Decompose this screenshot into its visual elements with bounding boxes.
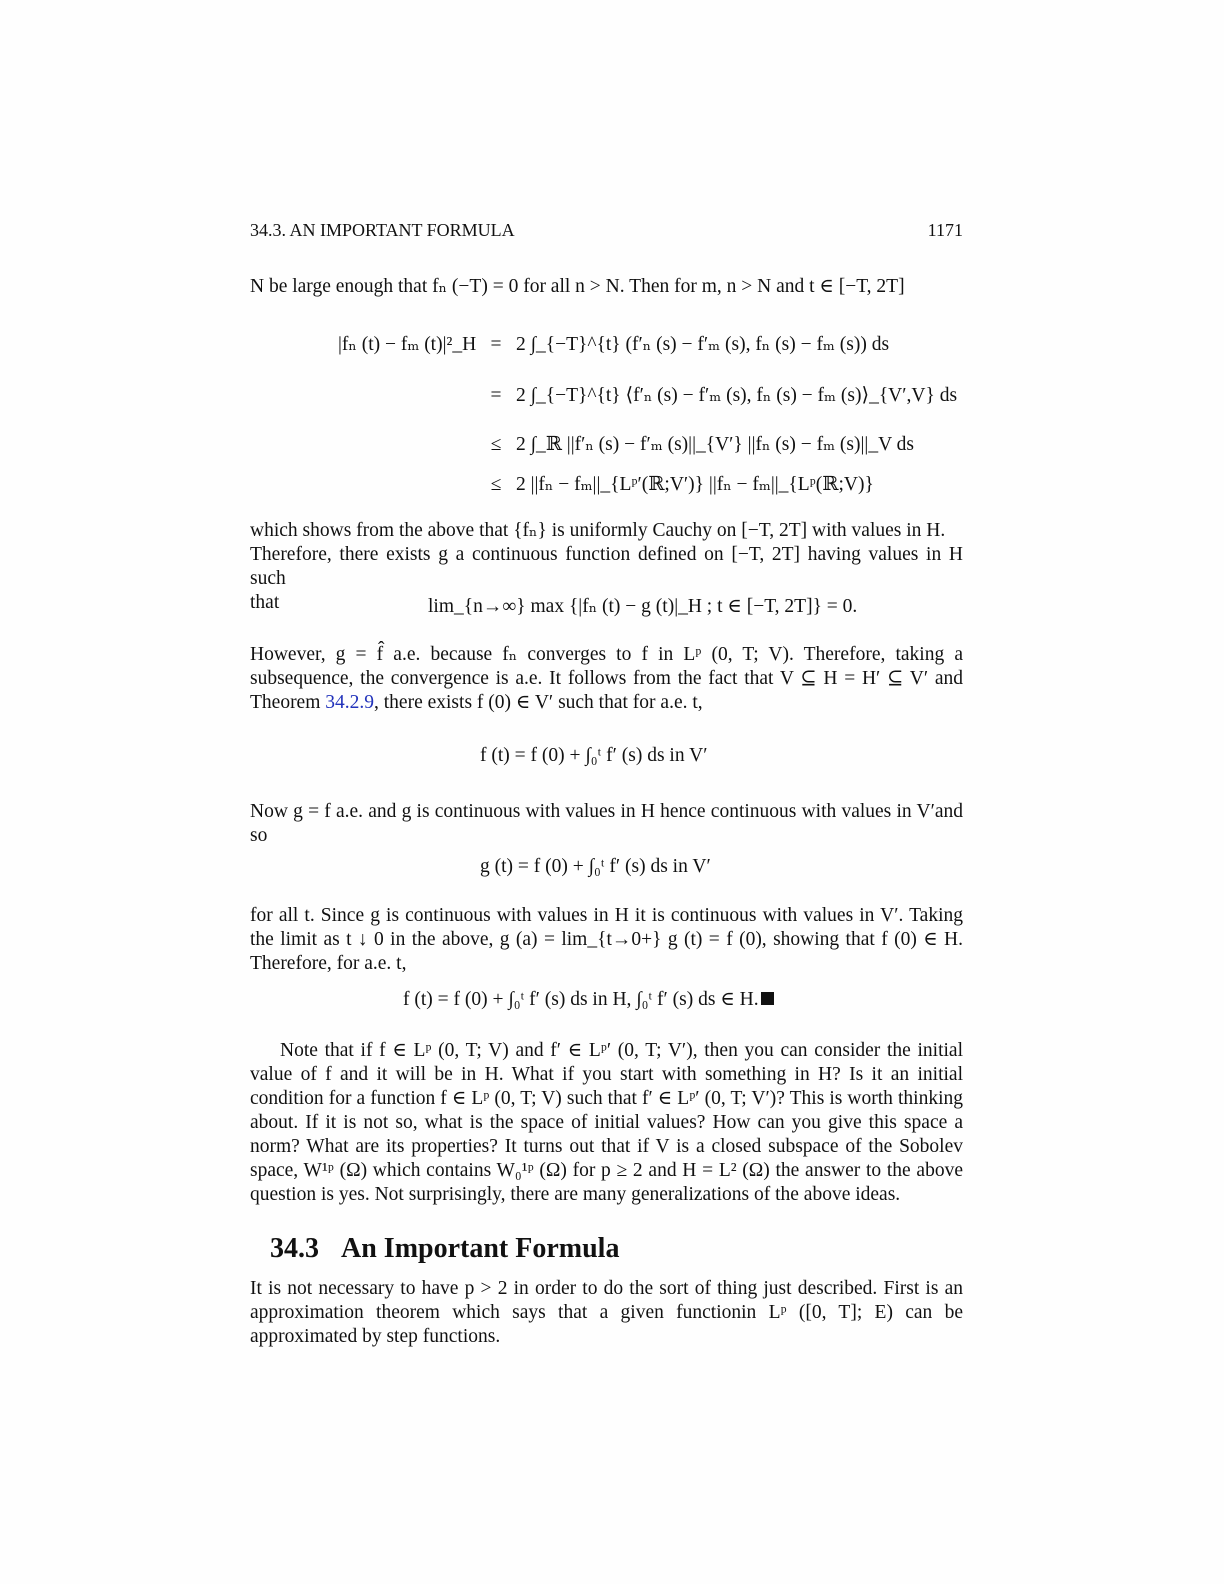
section-number: 34.3 xyxy=(270,1233,319,1264)
eq-row-4: ≤ 2 ||fₙ − fₘ||_{Lᵖ′(ℝ;V′)} ||fₙ − fₘ||_{Lᵖ(ℝ;V)} xyxy=(490,474,874,495)
eq-lhs-text: |fₙ (t) − fₘ (t)|²_H xyxy=(338,334,477,355)
eq-row-2: = 2 ∫_{−T}^{t} ⟨f′ₙ (s) − f′ₘ (s), fₙ (s) − fₘ (s)⟩_{V′,V} ds xyxy=(490,385,958,406)
equation-f-in-vprime-text: f (t) = f (0) + ∫₀ᵗ f′ (s) ds in V′ xyxy=(480,745,708,766)
paragraph-now-text: Now g = f a.e. and g is continuous with values in H hence continuous with values in V′and so xyxy=(250,801,963,846)
eq-lhs xyxy=(338,332,476,356)
eq-row-1: = 2 ∫_{−T}^{t} (f′ₙ (s) − f′ₘ (s), fₙ (s) − fₘ (s)) ds xyxy=(490,334,890,355)
eq-row-4-text: 2 ||fₙ − fₘ||_{Lᵖ′(ℝ;V′)} ||fₙ − fₘ||_{Lᵖ(ℝ;V)} xyxy=(516,474,874,495)
page-number: 1171 xyxy=(927,220,963,240)
paragraph-cauchy-line-1: which shows from the above that {fₙ} is uniformly Cauchy on [−T, 2T] with values in H. xyxy=(250,520,946,541)
theorem-link[interactable]: 34.2.9 xyxy=(325,692,375,713)
eq-row-3: ≤ 2 ∫_ℝ ||f′ₙ (s) − f′ₘ (s)||_{V′} ||fₙ (s) − fₘ (s)||_V ds xyxy=(490,434,915,455)
section-heading xyxy=(270,1233,619,1265)
section-title-text: An Important Formula xyxy=(341,1233,620,1264)
paragraph-note xyxy=(250,1039,963,1207)
qed-symbol-icon xyxy=(761,992,774,1005)
equation-f-in-h xyxy=(403,987,774,1011)
paragraph-cauchy-line-3: that xyxy=(250,592,280,613)
equation-f-in-vprime xyxy=(480,745,707,767)
paragraph-now xyxy=(250,800,963,848)
equation-g-in-vprime-text: g (t) = f (0) + ∫₀ᵗ f′ (s) ds in V′ xyxy=(480,856,711,877)
paragraph-however-text: However, g = f̂ a.e. because fₙ converges to f in Lᵖ (0, T; V). Therefore, taking a subsequence, the convergence is a.e. It follows from the fact that V ⊆ H = H′ ⊆ V′ and Theorem xyxy=(250,644,963,713)
eq-row-3-text: 2 ∫_ℝ ||f′ₙ (s) − f′ₘ (s)||_{V′} ||fₙ (s) − fₘ (s)||_V ds xyxy=(516,434,915,455)
paragraph-however xyxy=(250,643,963,715)
paragraph-approximation-text: It is not necessary to have p > 2 in order to do the sort of thing just described. First is an approximation theorem which says that a given functionin Lᵖ ([0, T]; E) can be approximated by step functions. xyxy=(250,1278,963,1347)
paragraph-intro-text: N be large enough that fₙ (−T) = 0 for all n > N. Then for m, n > N and t ∈ [−T, 2T] xyxy=(250,276,905,297)
equation-f-in-h-text: f (t) = f (0) + ∫₀ᵗ f′ (s) ds in H, ∫₀ᵗ f′ (s) ds ∈ H. xyxy=(403,989,759,1010)
paragraph-however-text-2: , there exists f (0) ∈ V′ such that for a.e. t, xyxy=(374,692,703,713)
eq-row-2-text: 2 ∫_{−T}^{t} ⟨f′ₙ (s) − f′ₘ (s), fₙ (s) − fₘ (s)⟩_{V′,V} ds xyxy=(516,385,958,406)
paragraph-for-all-t xyxy=(250,904,963,976)
paragraph-cauchy-line-2: Therefore, there exists g a continuous function defined on [−T, 2T] having values in H such xyxy=(250,544,963,589)
paragraph-approximation xyxy=(250,1277,963,1349)
equation-limit xyxy=(428,594,857,618)
running-section-title: 34.3. AN IMPORTANT FORMULA xyxy=(250,220,515,240)
running-header xyxy=(250,220,963,241)
equation-limit-text: lim_{n→∞} max {|fₙ (t) − g (t)|_H ; t ∈ [−T, 2T]} = 0. xyxy=(428,596,858,617)
paragraph-note-text: Note that if f ∈ Lᵖ (0, T; V) and f′ ∈ Lᵖ′ (0, T; V′), then you can consider the initial value of f and it will be in H. What if you start with something in H? Is it an initial condition for a function f ∈ Lᵖ (0, T; V) such that f′ ∈ Lᵖ′ (0, T; V′)? This is worth thinking about. If it is not so, what is the space of initial values? How can you give this space a norm? What are its properties? It turns out that if V is a closed subspace of the Sobolev space, W¹ᵖ (Ω) which contains W₀¹ᵖ (Ω) for p ≥ 2 and H = L² (Ω) the answer to the above question is yes. Not surprisingly, there are many generalizations of the above ideas. xyxy=(250,1040,963,1205)
paragraph-for-all-t-text: for all t. Since g is continuous with values in H it is continuous with values in V′. Taking the limit as t ↓ 0 in the above, g (a) = lim_{t→0+} g (t) = f (0), showing that f (0) ∈ H. Therefore, for a.e. t, xyxy=(250,905,963,974)
equation-g-in-vprime xyxy=(480,856,711,878)
paragraph-intro xyxy=(250,275,963,299)
eq-row-1-text: 2 ∫_{−T}^{t} (f′ₙ (s) − f′ₘ (s), fₙ (s) − fₘ (s)) ds xyxy=(516,334,890,355)
